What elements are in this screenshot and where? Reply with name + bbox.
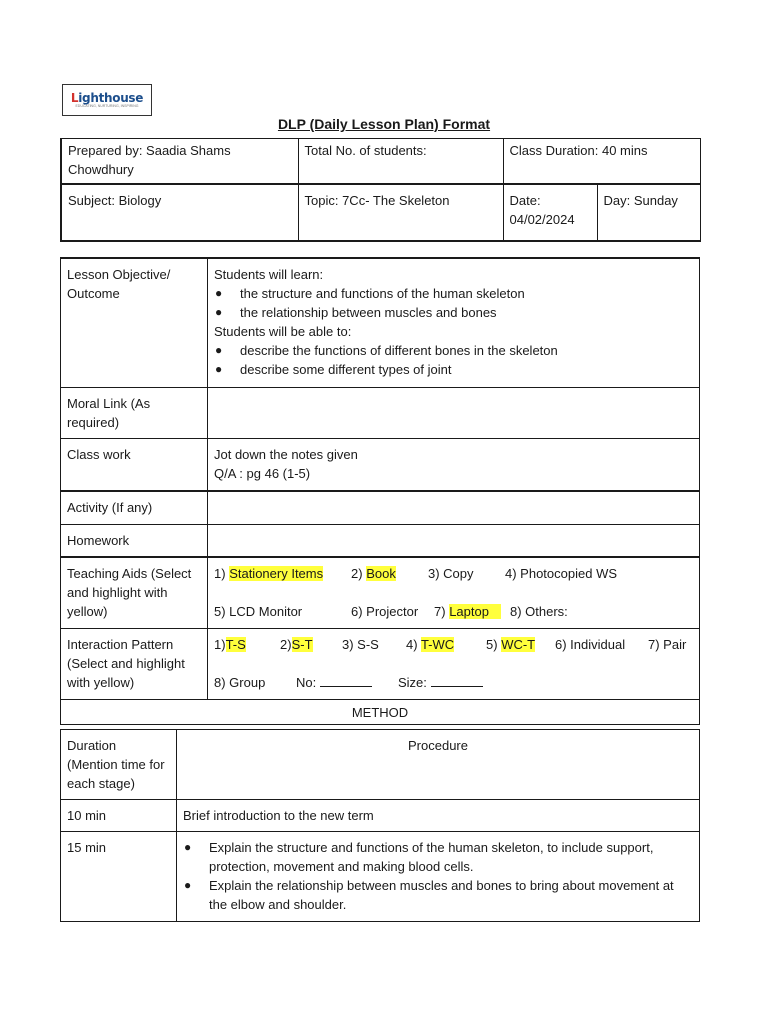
interaction-options [208,629,700,700]
activity-content [208,491,700,525]
interaction-option-7: 7) Pair [648,637,687,652]
moral-link-content [208,388,700,439]
aid-option-1: 1) Stationery Items [214,566,324,581]
classwork-content [208,439,700,492]
homework-label: Homework [61,525,208,558]
able-list [214,341,693,379]
activity-label: Activity (If any) [61,491,208,525]
able-intro: Students will be able to: [214,324,352,339]
topic: Topic: 7Cc- The Skeleton [298,184,503,241]
subject: Subject: Biology [61,184,298,241]
aid-option-8: 8) Others: [510,604,568,619]
teaching-aids-options [208,557,700,629]
logo-wordmark: Lighthouse [70,90,144,105]
stage-duration: 15 min [61,832,177,922]
method-heading: METHOD [61,700,700,725]
moral-link-label: Moral Link (As required) [61,388,208,439]
stage-procedure [177,832,700,922]
list-item: ● describe some different types of joint [214,360,693,379]
interaction-option-1: 1)T-S [214,637,246,652]
procedure-list [183,838,693,914]
aid-option-3: 3) Copy [428,566,474,581]
interaction-option-6: 6) Individual [555,637,626,652]
list-item: ● describe the functions of different bones in the skeleton [214,341,693,360]
interaction-option-3: 3) S-S [342,637,379,652]
stage-procedure: Brief introduction to the new term [177,800,700,832]
duration-header: Duration (Mention time for each stage) [61,730,177,800]
learn-list [214,284,693,322]
interaction-option-8: 8) Group [214,675,266,690]
procedure-table [60,729,700,922]
classwork-line: Q/A : pg 46 (1-5) [214,466,311,481]
group-number-field: No: [296,673,372,692]
learn-intro: Students will learn: [214,267,324,282]
stage-duration: 10 min [61,800,177,832]
objective-content [208,258,700,388]
interaction-option-4: 4) T-WC [406,637,455,652]
list-item: ● Explain the relationship between muscles and bones to bring about movement at the elbow and shoulder. [183,876,693,914]
date: Date: 04/02/2024 [503,184,597,241]
aid-option-7: 7) Laptop [434,602,501,621]
objective-label: Lesson Objective/ Outcome [61,258,208,388]
classwork-line: Jot down the notes given [214,447,358,462]
total-students: Total No. of students: [298,139,503,185]
procedure-header: Procedure [177,730,700,800]
day: Day: Sunday [597,184,700,241]
lesson-plan-table [60,257,700,725]
interaction-option-5: 5) WC-T [486,637,536,652]
aid-option-2: 2) Book [351,566,396,581]
aid-option-5: 5) LCD Monitor [214,604,303,619]
list-item: ● the relationship between muscles and bones [214,303,693,322]
class-duration: Class Duration: 40 mins [503,139,700,185]
list-item: ● Explain the structure and functions of the human skeleton, to include support, protection, movement and making blood cells. [183,838,693,876]
group-size-field: Size: [398,673,483,692]
classwork-label: Class work [61,439,208,492]
aid-option-4: 4) Photocopied WS [505,566,618,581]
list-item: ● the structure and functions of the human skeleton [214,284,693,303]
header-table [60,138,701,242]
aid-option-6: 6) Projector [351,604,419,619]
logo-tagline: EDUCATING, NURTURING, INSPIRING [75,103,139,108]
lighthouse-logo [62,84,152,116]
prepared-by: Prepared by: Saadia Shams Chowdhury [61,139,298,185]
homework-content [208,525,700,558]
interaction-option-2: 2)S-T [280,637,313,652]
document-title: DLP (Daily Lesson Plan) Format [277,116,491,132]
teaching-aids-label: Teaching Aids (Select and highlight with yellow) [61,557,208,629]
interaction-pattern-label: Interaction Pattern (Select and highlight with yellow) [61,629,208,700]
